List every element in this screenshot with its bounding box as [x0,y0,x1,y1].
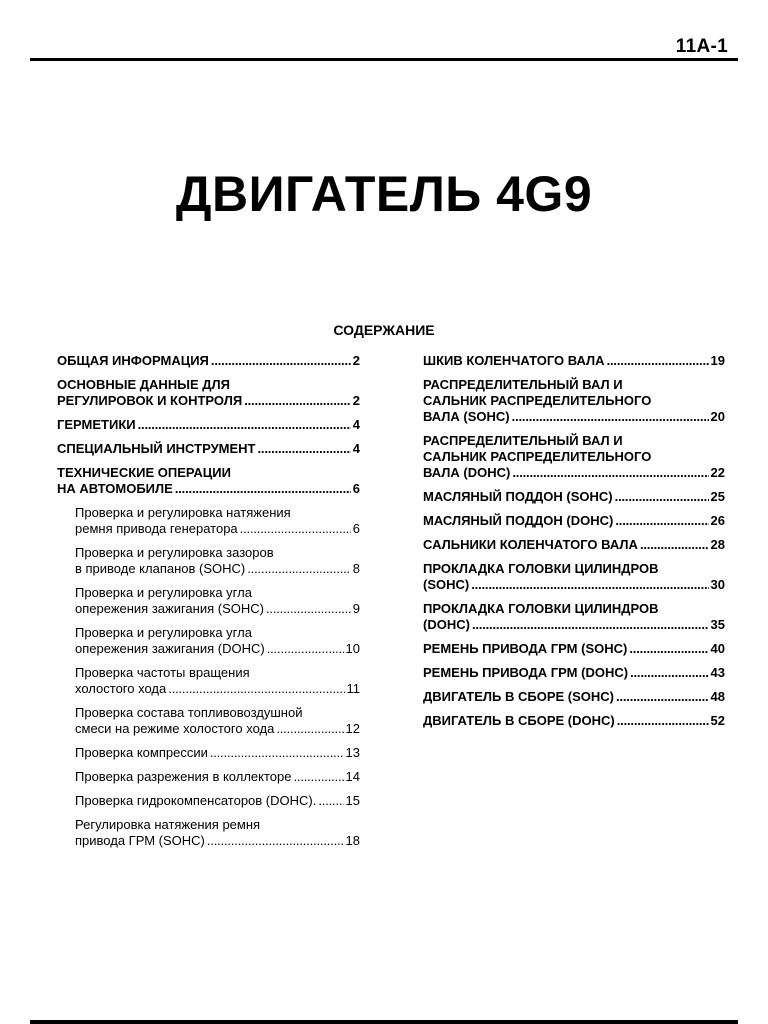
toc-entry-text: Проверка и регулировка зазоров [75,545,274,560]
toc-entry-text: ОСНОВНЫЕ ДАННЫЕ ДЛЯ [57,377,230,392]
dot-leader [240,521,351,537]
toc-page-number: 2 [352,353,360,368]
toc-page-number: 48 [710,689,725,704]
toc-entry[interactable] [423,433,725,481]
dot-leader [607,353,709,369]
toc-entry-text: ШКИВ КОЛЕНЧАТОГО ВАЛА [423,353,605,368]
toc-entry-text: ТЕХНИЧЕСКИЕ ОПЕРАЦИИ [57,465,231,480]
toc-page-number: 15 [345,793,360,808]
toc-entry-text: СПЕЦИАЛЬНЫЙ ИНСТРУМЕНТ [57,441,256,456]
dot-leader [640,537,709,553]
header-rule [30,58,738,61]
toc-entry[interactable] [57,817,360,849]
dot-leader [615,513,708,529]
toc-entry-text: РЕМЕНЬ ПРИВОДА ГРМ (DOHC) [423,665,629,680]
toc-page-number: 22 [710,465,725,480]
dot-leader [471,577,708,593]
toc-page-number: 9 [352,601,360,616]
toc-entry-text: ПРОКЛАДКА ГОЛОВКИ ЦИЛИНДРОВ [423,561,659,576]
toc-entry[interactable] [57,665,360,697]
toc-entry[interactable] [57,377,360,409]
dot-leader [472,617,709,633]
toc-entry-text: Проверка и регулировка угла [75,585,252,600]
toc-page-number: 11 [346,681,360,696]
toc-page-number: 26 [710,513,725,528]
toc-page-number: 43 [710,665,725,680]
toc-page-number: 35 [710,617,725,632]
dot-leader [175,481,351,497]
toc-left-column [57,353,360,857]
toc-page-number: 20 [710,409,725,424]
dot-leader [630,665,708,681]
dot-leader [211,353,351,369]
toc-entry-text: ГЕРМЕТИКИ [57,417,136,432]
toc-entry[interactable] [57,793,360,809]
toc-entry[interactable] [423,537,725,553]
toc-page-number: 13 [345,745,360,760]
toc-entry-text: Проверка и регулировка натяжения [75,505,291,520]
toc-page-number: 52 [710,713,725,728]
dot-leader [615,489,709,505]
toc-page-number: 4 [352,417,360,432]
toc-entry-text: РАСПРЕДЕЛИТЕЛЬНЫЙ ВАЛ И [423,377,623,392]
dot-leader [210,745,344,761]
dot-leader [512,465,708,481]
toc-entry-text: НА АВТОМОБИЛЕ [57,481,173,496]
toc-entry-text: САЛЬНИКИ КОЛЕНЧАТОГО ВАЛА [423,537,638,552]
toc-entry-text: Проверка состава топливовоздушной [75,705,303,720]
toc-page-number: 14 [345,769,360,784]
toc-entry-text: ОБЩАЯ ИНФОРМАЦИЯ [57,353,209,368]
dot-leader [168,681,344,697]
dot-leader [244,393,351,409]
toc-entry[interactable] [423,689,725,705]
dot-leader [266,601,351,617]
toc-entry[interactable] [57,505,360,537]
dot-leader [138,417,351,433]
toc-page-number: 30 [710,577,725,592]
toc-entry-text: холостого хода [75,681,167,696]
toc-entry[interactable] [423,377,725,425]
toc-entry-text: САЛЬНИК РАСПРЕДЕЛИТЕЛЬНОГО [423,449,652,464]
toc-entry[interactable] [423,353,725,369]
toc-entry[interactable] [57,417,360,433]
dot-leader [616,689,709,705]
toc-entry-text: ДВИГАТЕЛЬ В СБОРЕ (SOHC) [423,689,614,704]
toc-entry-text: ВАЛА (DOHC) [423,465,511,480]
toc-page-number: 4 [352,441,360,456]
toc-entry-text: ПРОКЛАДКА ГОЛОВКИ ЦИЛИНДРОВ [423,601,659,616]
toc-entry-text: ДВИГАТЕЛЬ В СБОРЕ (DOHC) [423,713,615,728]
toc-page-number: 28 [710,537,725,552]
toc-page-number: 40 [710,641,725,656]
toc-entry-text: (SOHC) [423,577,470,592]
toc-entry-text: РЕМЕНЬ ПРИВОДА ГРМ (SOHC) [423,641,628,656]
toc-entry-text: Проверка гидрокомпенсаторов (DOHC). [75,793,317,808]
toc-entry[interactable] [423,665,725,681]
toc-entry[interactable] [57,745,360,761]
toc-entry-text: Проверка разрежения в коллекторе [75,769,292,784]
toc-entry-text: РЕГУЛИРОВОК И КОНТРОЛЯ [57,393,243,408]
toc-entry-text: опережения зажигания (DOHC) [75,641,265,656]
toc-entry[interactable] [423,561,725,593]
toc-entry[interactable] [423,513,725,529]
dot-leader [512,409,709,425]
toc-entry[interactable] [57,441,360,457]
toc-entry[interactable] [57,545,360,577]
document-title: ДВИГАТЕЛЬ 4G9 [175,166,593,222]
toc-entry-text: Проверка и регулировка угла [75,625,252,640]
toc-entry-text: Регулировка натяжения ремня [75,817,261,832]
toc-page-number: 8 [352,561,360,576]
toc-heading: СОДЕРЖАНИЕ [333,322,435,338]
dot-leader [293,769,343,785]
dot-leader [247,561,351,577]
toc-entry-text: САЛЬНИК РАСПРЕДЕЛИТЕЛЬНОГО [423,393,652,408]
toc-entry[interactable] [423,713,725,729]
toc-page-number: 6 [352,481,360,496]
toc-entry[interactable] [423,601,725,633]
toc-entry-text: ремня привода генератора [75,521,238,536]
toc-entry-text: Проверка компрессии [75,745,208,760]
toc-page-number: 2 [352,393,360,408]
toc-entry[interactable] [423,641,725,657]
toc-entry-text: в приводе клапанов (SOHC) [75,561,246,576]
toc-right-column [423,353,725,737]
toc-entry-text: смеси на режиме холостого хода [75,721,275,736]
dot-leader [617,713,709,729]
toc-entry[interactable] [57,353,360,369]
toc-entry-text: привода ГРМ (SOHC) [75,833,205,848]
toc-entry[interactable] [57,769,360,785]
toc-entry[interactable] [57,705,360,737]
dot-leader [257,441,350,457]
dot-leader [629,641,708,657]
toc-page-number: 19 [710,353,725,368]
toc-page-number: 25 [710,489,725,504]
toc-page-number: 10 [345,641,360,656]
dot-leader [207,833,344,849]
dot-leader [267,641,344,657]
dot-leader [318,793,343,809]
toc-entry[interactable] [423,489,725,505]
dot-leader [276,721,343,737]
footer-rule [30,1020,738,1024]
toc-entry-text: РАСПРЕДЕЛИТЕЛЬНЫЙ ВАЛ И [423,433,623,448]
toc-entry[interactable] [57,585,360,617]
toc-entry-text: опережения зажигания (SOHC) [75,601,264,616]
toc-page-number: 6 [352,521,360,536]
toc-page-number: 18 [345,833,360,848]
toc-entry-text: МАСЛЯНЫЙ ПОДДОН (DOHC) [423,513,614,528]
toc-entry[interactable] [57,625,360,657]
toc-entry-text: ВАЛА (SOHC) [423,409,510,424]
toc-entry-text: МАСЛЯНЫЙ ПОДДОН (SOHC) [423,489,613,504]
toc-entry[interactable] [57,465,360,497]
page-number: 11A-1 [675,36,728,57]
toc-entry-text: Проверка частоты вращения [75,665,250,680]
toc-page-number: 12 [345,721,360,736]
toc-entry-text: (DOHC) [423,617,470,632]
